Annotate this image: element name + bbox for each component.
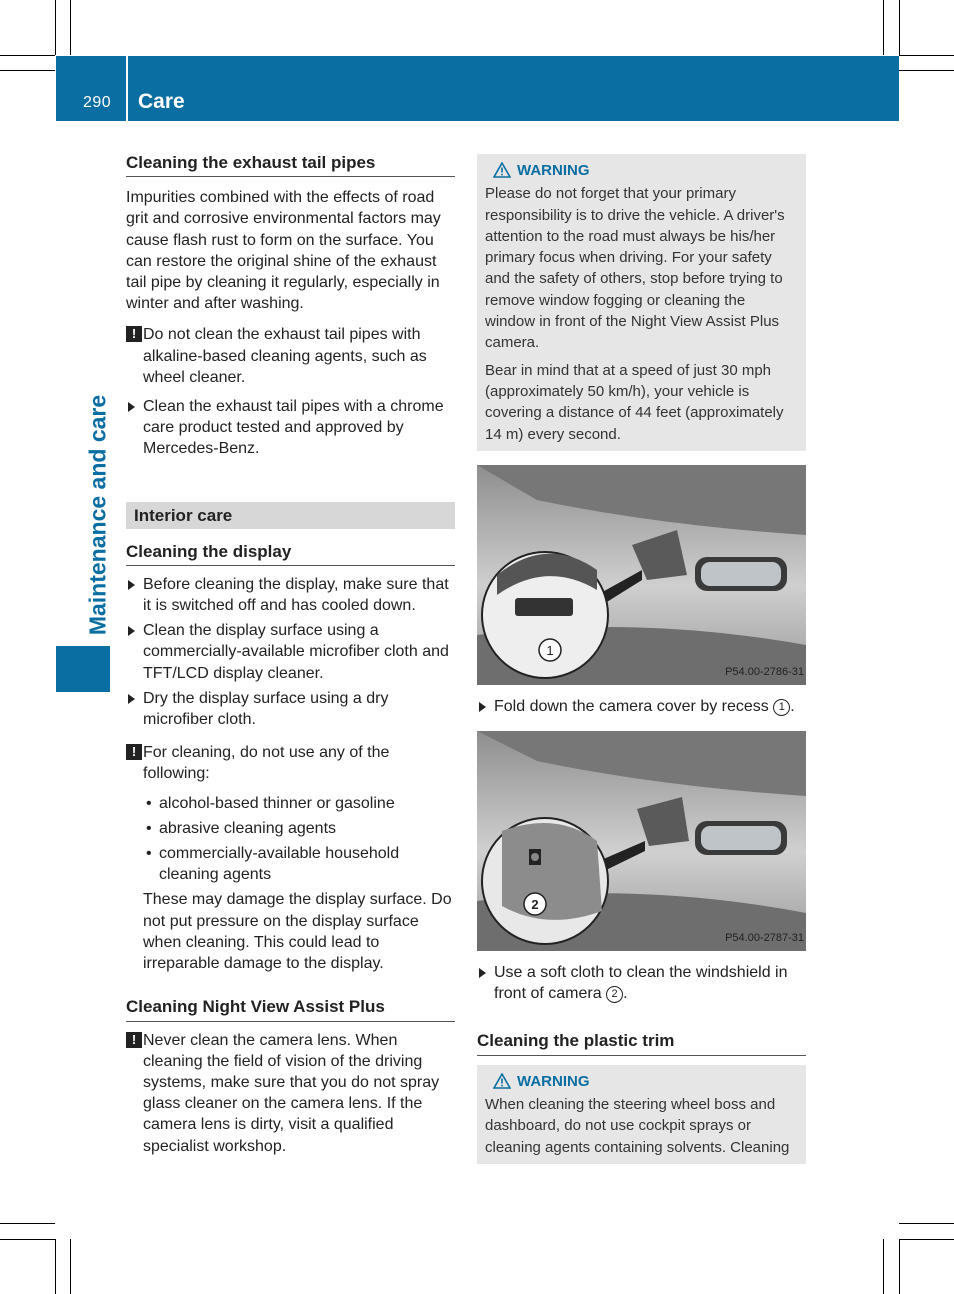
note-text: Never clean the camera lens. When cleaning the field of vision of the driving systems, make sure that you do not spray glass cleaner on the camera lens. If the camera lens is dirty, visit a qualified specialist workshop.	[143, 1031, 440, 1155]
arrow-right-icon	[128, 626, 135, 636]
crop-mark	[899, 55, 954, 56]
display-step	[126, 574, 455, 616]
arrow-right-icon	[479, 702, 486, 712]
crop-mark	[899, 70, 954, 71]
crop-mark	[899, 1239, 954, 1240]
callout-ref: 1	[773, 699, 790, 716]
step-text: Clean the display surface using a commercially-available microfiber cloth and TFT/LCD display cleaner.	[143, 622, 449, 682]
arrow-right-icon	[128, 402, 135, 412]
crop-mark	[883, 1239, 884, 1294]
exhaust-caution-note	[126, 324, 455, 388]
crop-mark	[0, 1223, 55, 1224]
exhaust-step	[126, 396, 455, 460]
warning-header	[485, 160, 798, 181]
list-item-text: abrasive cleaning agents	[159, 819, 337, 837]
display-caution-note	[126, 742, 455, 784]
warning-label: WARNING	[517, 1072, 590, 1090]
arrow-right-icon	[479, 968, 486, 978]
arrow-right-icon	[128, 580, 135, 590]
warning-box	[477, 1065, 806, 1164]
arrow-right-icon	[128, 694, 135, 704]
step-text: Dry the display surface using a dry microfiber cloth.	[143, 689, 389, 729]
figure-callout-number: 1	[546, 642, 554, 658]
figure-callout-number: 2	[531, 897, 539, 913]
display-note-continuation: These may damage the display surface. Do not put pressure on the display surface when cleaning. This could lead to irreparable damage to the display.	[143, 891, 452, 973]
step-text: Clean the exhaust tail pipes with a chrome care product tested and approved by Mercedes-Benz.	[143, 398, 444, 458]
crop-mark	[0, 55, 55, 56]
figure-code: P54.00-2787-31	[725, 931, 804, 944]
section-heading-display: Cleaning the display	[126, 541, 455, 566]
crop-mark	[70, 1239, 71, 1294]
step-text: Fold down the camera cover by recess	[494, 697, 769, 715]
camera-step: Fold down the camera cover by recess 1 .	[477, 696, 806, 717]
section-heading-exhaust: Cleaning the exhaust tail pipes	[126, 152, 455, 177]
windshield-step: Use a soft cloth to clean the windshield in front of camera 2 .	[477, 962, 806, 1004]
windshield-photo	[477, 731, 806, 951]
side-tab	[56, 646, 110, 692]
crop-mark	[883, 0, 884, 55]
list-item: • abrasive cleaning agents	[146, 819, 337, 837]
warning-box	[477, 154, 806, 451]
warning-header	[485, 1071, 798, 1092]
crop-mark	[899, 0, 900, 55]
figure-code: P54.00-2786-31	[725, 665, 804, 678]
step-text: Use a soft cloth to clean the windshield in front of camera	[494, 964, 788, 1003]
crop-mark	[0, 1239, 55, 1240]
note-text: For cleaning, do not use any of the following:	[143, 744, 390, 783]
page-title: Care	[138, 90, 185, 113]
section-heading-nightview: Cleaning Night View Assist Plus	[126, 996, 455, 1021]
header-divider	[126, 56, 128, 121]
exclamation-icon: !	[126, 744, 142, 760]
crop-mark	[70, 0, 71, 55]
page-header	[56, 56, 899, 121]
note-text: Do not clean the exhaust tail pipes with alkaline-based cleaning agents, such as wheel cleaner.	[143, 326, 427, 386]
camera-cover-photo	[477, 465, 806, 685]
crop-mark	[0, 70, 55, 71]
list-item: • alcohol-based thinner or gasoline	[146, 794, 395, 812]
page-number: 290	[83, 94, 112, 111]
left-column	[126, 152, 455, 1157]
step-text: Before cleaning the display, make sure that it is switched off and has cooled down.	[143, 575, 449, 615]
warning-triangle-icon	[493, 162, 511, 178]
warning-label: WARNING	[517, 162, 590, 179]
warning-text: Bear in mind that at a speed of just 30 mph (approximately 50 km/h), your vehicle is covering a distance of 44 feet (approximately 14 m) every second.	[485, 361, 784, 443]
exhaust-paragraph: Impurities combined with the effects of road grit and corrosive environmental factors may cause flash rust to form on the surface. You can restore the original shine of the exhaust tail pipe by cleaning it regularly, especially in winter and after washing.	[126, 189, 441, 313]
interior-care-band: Interior care	[126, 502, 455, 529]
list-item-text: alcohol-based thinner or gasoline	[159, 794, 395, 812]
nightview-caution-note	[126, 1030, 455, 1157]
crop-mark	[55, 1239, 56, 1294]
list-item-text: commercially-available household cleaning agents	[159, 845, 400, 884]
warning-text: When cleaning the steering wheel boss and dashboard, do not use cockpit sprays or cleaning agents containing solvents. Cleaning	[485, 1095, 790, 1156]
side-chapter-label: Maintenance and care	[84, 394, 111, 636]
section-heading-trim: Cleaning the plastic trim	[477, 1030, 806, 1055]
display-step	[126, 620, 455, 684]
crop-mark	[899, 1223, 954, 1224]
warning-triangle-icon	[493, 1073, 511, 1089]
warning-text: Please do not forget that your primary responsibility is to drive the vehicle. A driver's attention to the road must always be his/her primary focus when driving. For your safety and the safety of others, stop before trying to remove window fogging or cleaning the window in front of the Night View Assist Plus camera.	[485, 185, 785, 352]
exclamation-icon: !	[126, 326, 142, 342]
right-column	[477, 154, 806, 1164]
exclamation-icon: !	[126, 1032, 142, 1048]
display-step	[126, 688, 455, 730]
callout-ref: 2	[606, 986, 623, 1003]
crop-mark	[899, 1239, 900, 1294]
list-item: • commercially-available household cleaning agents	[146, 845, 400, 884]
crop-mark	[55, 0, 56, 55]
